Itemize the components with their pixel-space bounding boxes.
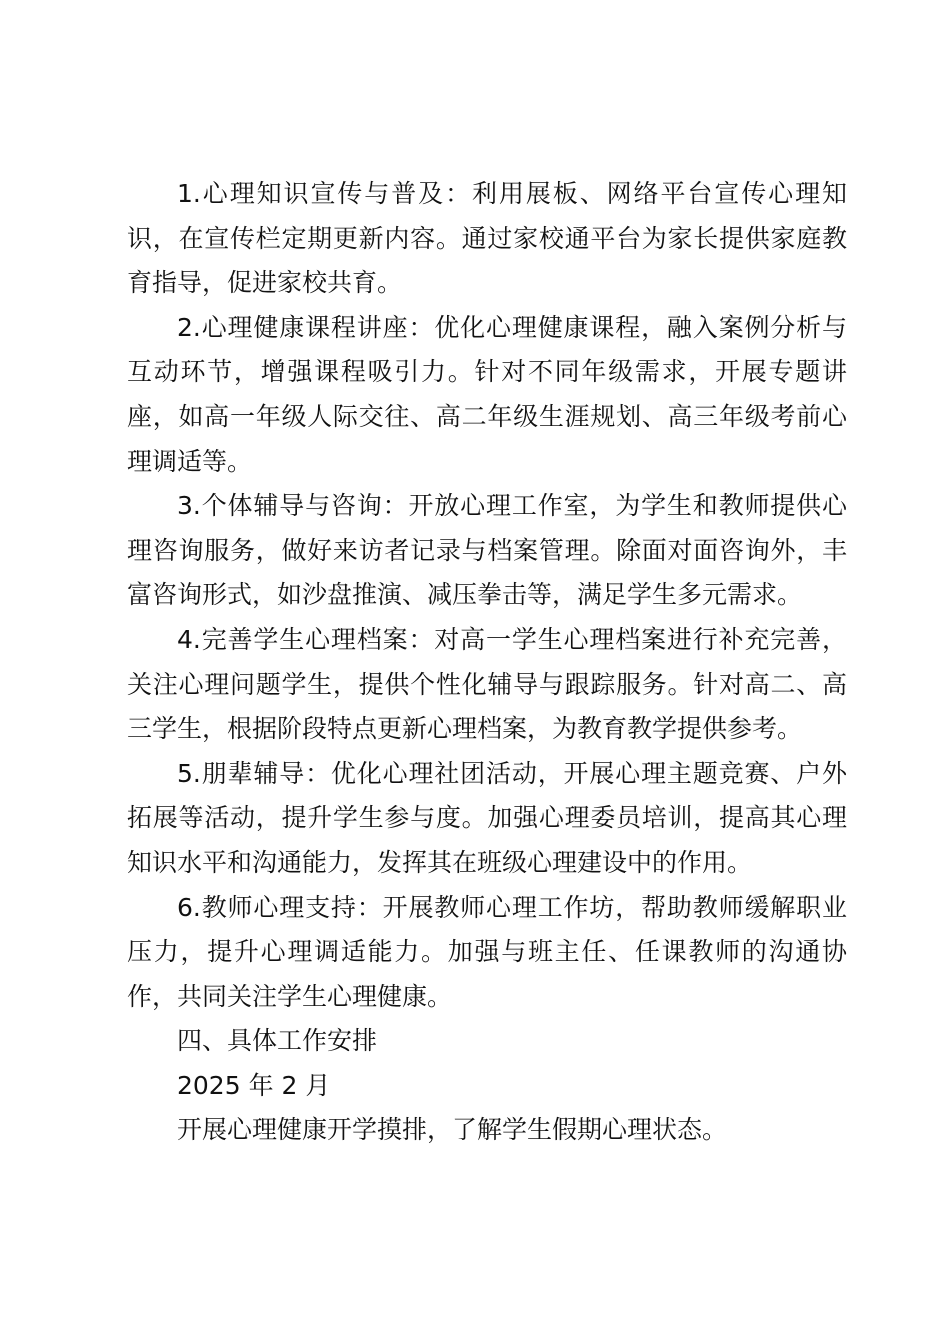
paragraph-peer-counseling: 5.朋辈辅导：优化心理社团活动，开展心理主题竞赛、户外拓展等活动，提升学生参与度。加强心理委员培训，提高其心理知识水平和沟通能力，发挥其在班级心理建设中的作用。 — [127, 758, 847, 877]
paragraph-teacher-support: 6.教师心理支持：开展教师心理工作坊，帮助教师缓解职业压力，提升心理调适能力。加强与班主任、任课教师的沟通协作，共同关注学生心理健康。 — [127, 892, 847, 1011]
document-body — [127, 172, 847, 1153]
paragraph-student-psych-records: 4.完善学生心理档案：对高一学生心理档案进行补充完善，关注心理问题学生，提供个性化辅导与跟踪服务。针对高二、高三学生，根据阶段特点更新心理档案，为教育教学提供参考。 — [127, 624, 847, 744]
schedule-item: 开展心理健康开学摸排，了解学生假期心理状态。 — [177, 1115, 728, 1145]
paragraph-mental-health-courses: 2.心理健康课程讲座：优化心理健康课程，融入案例分析与互动环节，增强课程吸引力。针对不同年级需求，开展专题讲座，如高一年级人际交往、高二年级生涯规划、高三年级考前心理调适等。 — [127, 312, 847, 476]
section-heading-work-schedule: 四、具体工作安排 — [177, 1026, 378, 1056]
schedule-month-label: 2025 年 2 月 — [177, 1070, 331, 1100]
paragraph-individual-counseling: 3.个体辅导与咨询：开放心理工作室，为学生和教师提供心理咨询服务，做好来访者记录与档案管理。除面对面咨询外，丰富咨询形式，如沙盘推演、减压拳击等，满足学生多元需求。 — [127, 491, 847, 610]
paragraph-psych-knowledge-promotion: 1.心理知识宣传与普及：利用展板、网络平台宣传心理知识，在宣传栏定期更新内容。通过家校通平台为家长提供家庭教育指导，促进家校共育。 — [127, 179, 847, 298]
